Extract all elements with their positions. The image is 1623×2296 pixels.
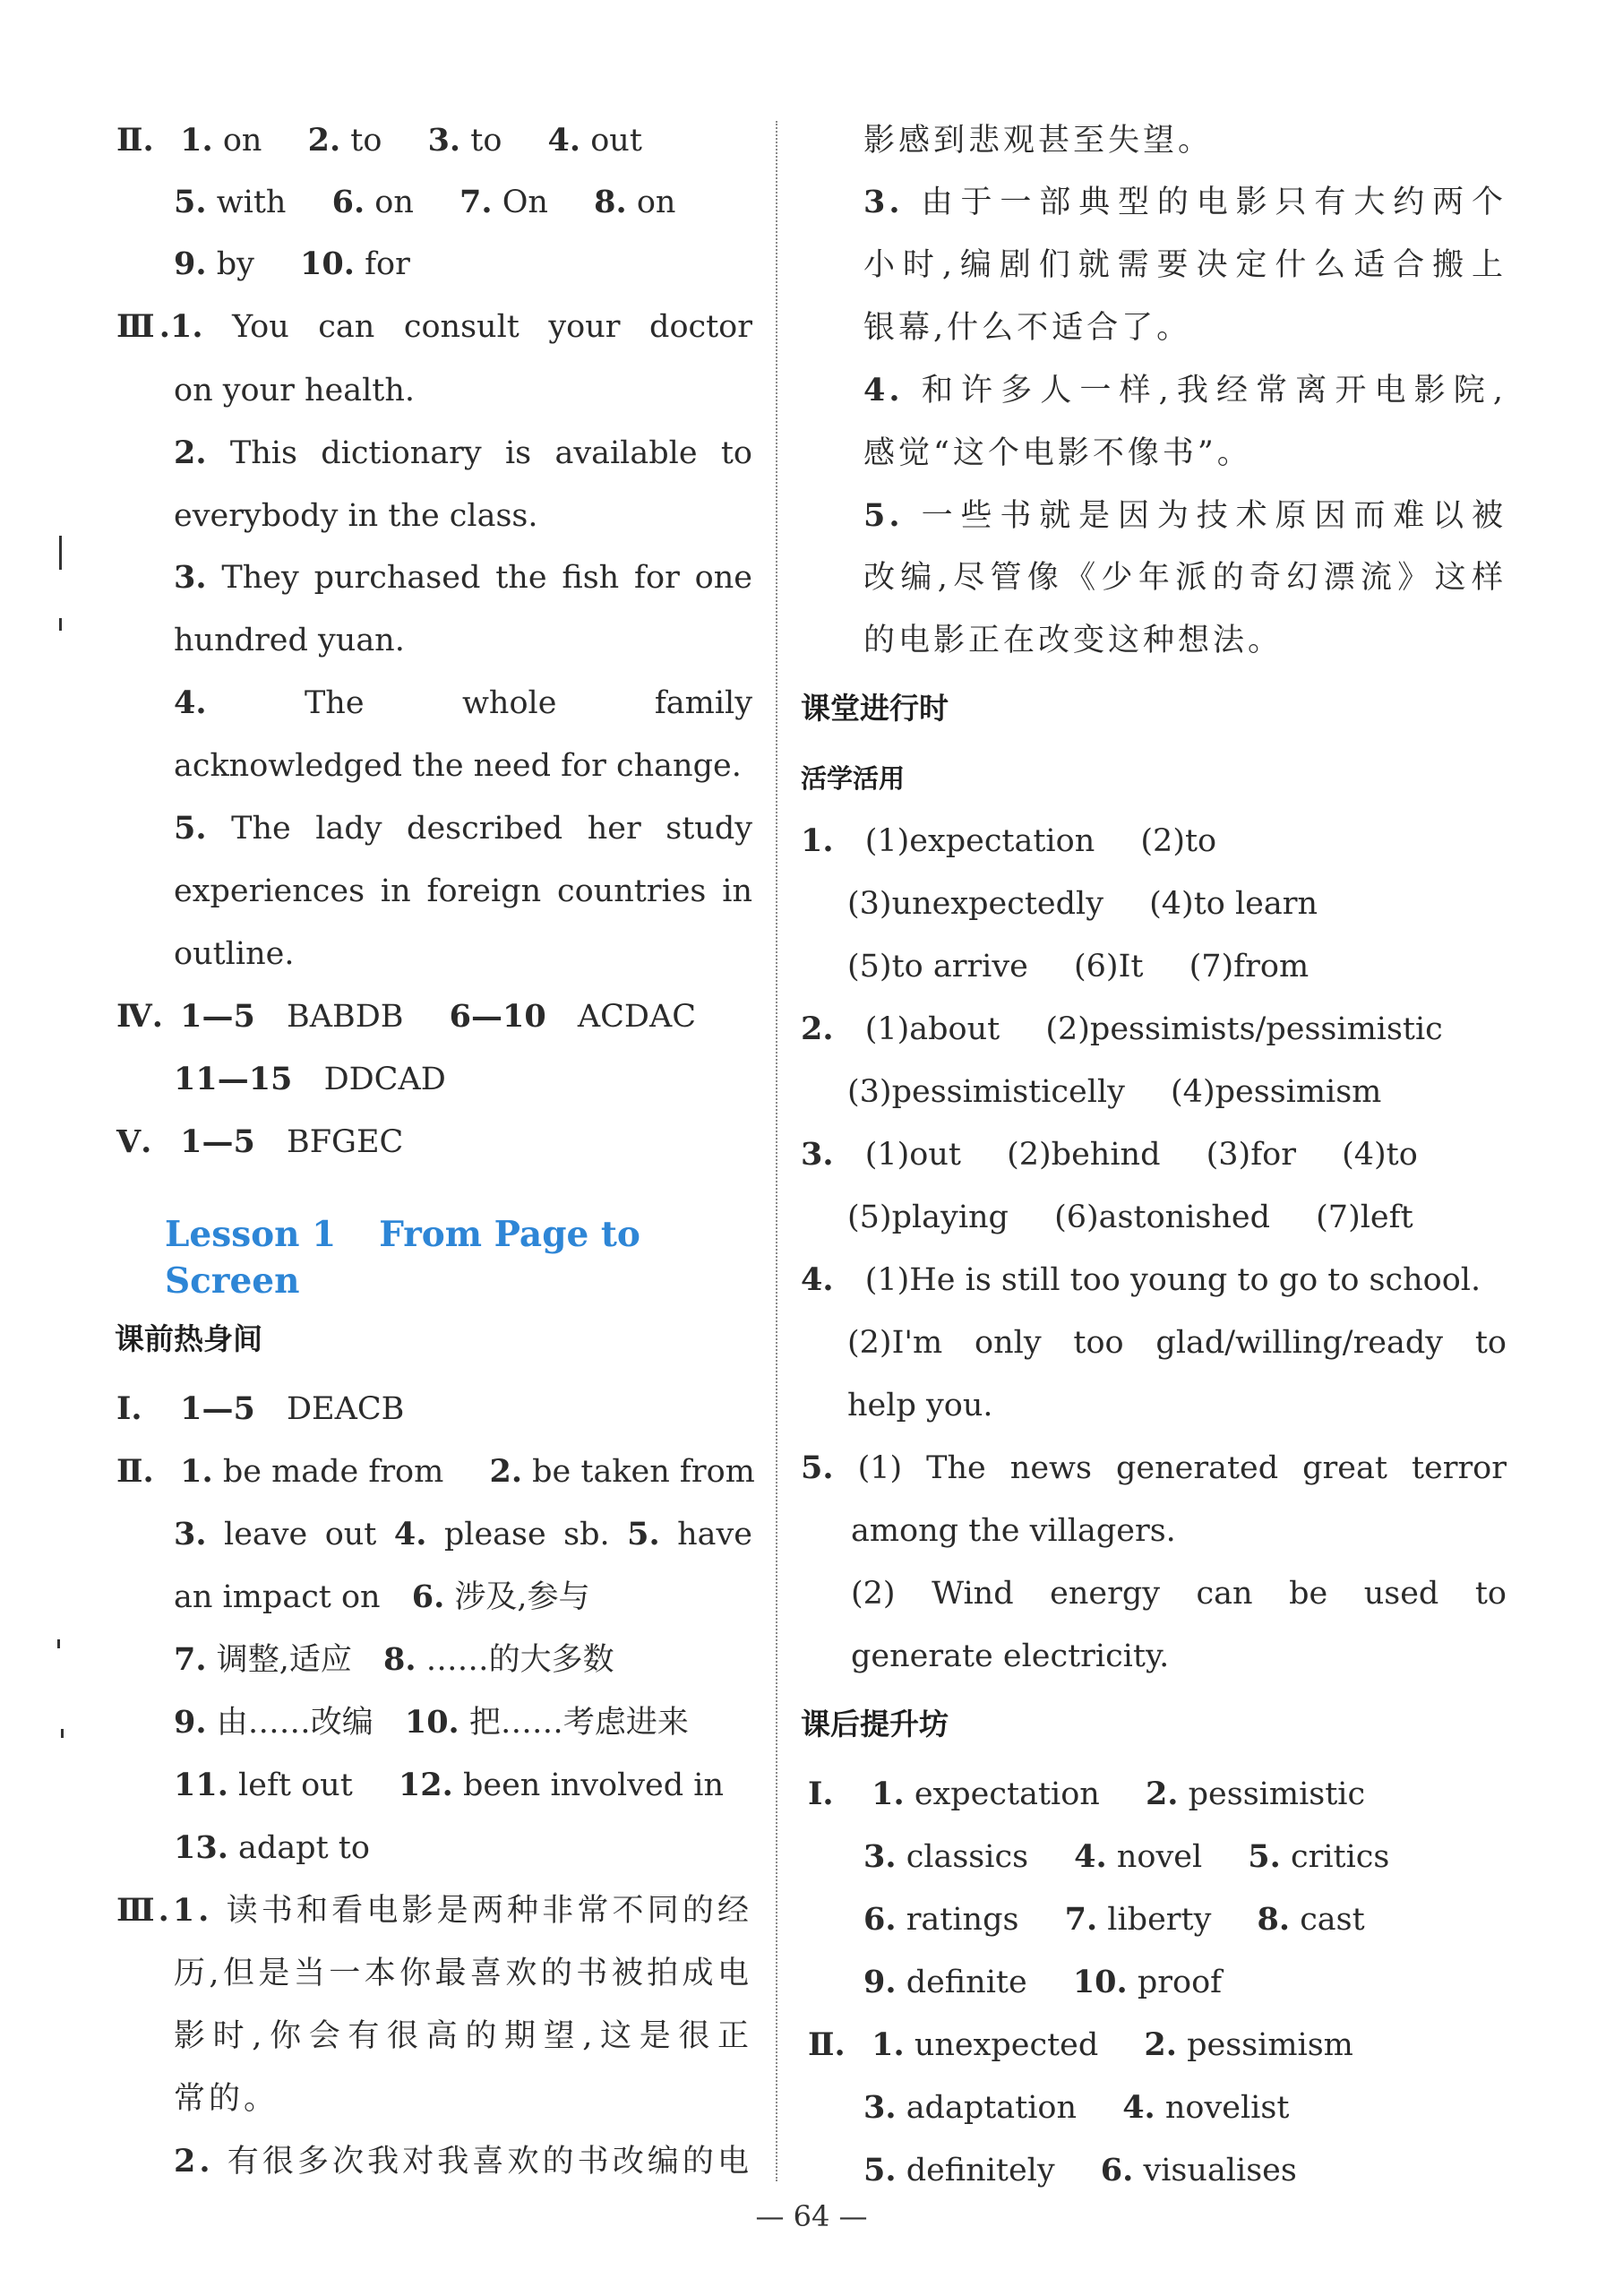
column-divider <box>776 121 777 2181</box>
section-title-class: 课堂进行时 <box>801 691 949 726</box>
item-number: 2. <box>174 2143 214 2180</box>
item-number: 1—5 <box>180 1123 255 1160</box>
answer-text: definite <box>906 1965 1027 2000</box>
answer-text: liberty <box>1107 1902 1212 1938</box>
item-number: 3. <box>427 122 461 159</box>
answer-text: (1)out <box>864 1137 961 1173</box>
answer-text: to <box>470 123 502 159</box>
answer-text: out <box>590 123 642 159</box>
answer-text: BABDB <box>287 999 404 1035</box>
item-number: 13. <box>174 1829 228 1866</box>
answer-text: ACDAC <box>577 999 697 1035</box>
answer-text: 调整,适应 <box>216 1642 352 1678</box>
item-number: 2. <box>801 1010 834 1047</box>
answer-row <box>808 1774 1365 1815</box>
item-number: 9. <box>174 1704 207 1741</box>
answer-text: pessimism <box>1187 2027 1353 2063</box>
answer-row <box>174 1577 590 1618</box>
answer-text: (1)He is still too young to go to school. <box>864 1262 1481 1298</box>
answer-line: 影感到悲观甚至失望。 <box>863 123 1214 159</box>
answer-text: You can consult your doctor <box>232 309 752 345</box>
answer-text: by <box>216 246 254 282</box>
answer-row <box>174 244 410 285</box>
item-number: 8. <box>1257 1901 1291 1938</box>
answer-text: unexpected <box>914 2027 1099 2063</box>
answer-line <box>863 495 1507 537</box>
roman-numeral: Ⅱ. <box>808 2026 846 2063</box>
item-number: 4. <box>393 1516 427 1552</box>
answer-text: (2)pessimists/pessimistic <box>1045 1011 1443 1047</box>
item-number: 1. <box>872 2026 905 2063</box>
roman-numeral: Ⅱ. <box>116 1453 154 1490</box>
item-number: 6—10 <box>449 998 546 1035</box>
item-number: 7. <box>459 184 493 220</box>
answer-line: 小时,编剧们就需要决定什么适合搬上 <box>863 247 1507 283</box>
answer-text: on <box>222 123 262 159</box>
item-number: 2. <box>174 434 207 471</box>
item-number: 5. <box>627 1516 660 1552</box>
answer-text: on <box>636 185 676 220</box>
roman-numeral: Ⅳ. <box>116 998 163 1035</box>
item-number: 3. <box>863 1838 897 1875</box>
item-number: 4. <box>801 1261 834 1298</box>
answer-text: visualises <box>1143 2153 1297 2189</box>
item-number: 1. <box>180 1453 213 1490</box>
answer-text: 和许多人一样,我经常离开电影院, <box>921 373 1507 408</box>
item-number: 5. <box>863 2152 897 2189</box>
answer-line <box>174 808 752 849</box>
answer-row <box>116 1389 404 1430</box>
answer-line: (2)I'm only too glad/willing/ready to <box>847 1325 1507 1361</box>
item-number: 10. <box>1072 1964 1128 2000</box>
answer-line <box>174 683 752 724</box>
roman-numeral: Ⅰ. <box>116 1390 142 1427</box>
item-number: 3. <box>863 2089 897 2126</box>
answer-text: DDCAD <box>323 1062 446 1097</box>
item-number: 2. <box>1145 1776 1179 1812</box>
answer-text: for <box>365 246 410 282</box>
answer-row <box>847 1071 1381 1113</box>
answer-row <box>174 1059 446 1100</box>
answer-text: (7)from <box>1189 949 1310 985</box>
item-number: 4. <box>547 122 581 159</box>
roman-numeral: Ⅰ. <box>808 1776 834 1812</box>
answer-text: (5)playing <box>847 1200 1009 1235</box>
answer-line: 银幕,什么不适合了。 <box>863 310 1192 346</box>
answer-text: expectation <box>914 1776 1100 1812</box>
item-number: 2. <box>489 1453 523 1490</box>
answer-text: (3)for <box>1206 1137 1296 1173</box>
answer-text: an impact on <box>174 1579 381 1615</box>
answer-line <box>863 182 1507 223</box>
answer-text: been involved in <box>462 1767 724 1803</box>
answer-line: hundred yuan. <box>174 623 405 658</box>
answer-text: left out <box>238 1767 353 1803</box>
answer-text: definitely <box>906 2153 1055 2189</box>
answer-line: 的电影正在改变这种想法。 <box>863 623 1284 658</box>
answer-text: leave out <box>224 1517 377 1552</box>
answer-row <box>863 1962 1222 2003</box>
item-number: 6. <box>331 184 365 220</box>
answer-row <box>174 1514 752 1555</box>
roman-numeral: Ⅴ. <box>116 1123 152 1160</box>
answer-row <box>174 1702 689 1743</box>
item-number: 1—5 <box>180 998 255 1035</box>
answer-text: cast <box>1300 1902 1365 1938</box>
item-number: 4. <box>1122 2089 1155 2126</box>
answer-text: on <box>374 185 414 220</box>
answer-row <box>116 1451 755 1492</box>
item-number: 5. <box>174 810 207 847</box>
item-number: 2. <box>307 122 341 159</box>
item-number: 4. <box>863 372 904 408</box>
item-number: 1. <box>172 1892 213 1929</box>
item-number: 9. <box>174 245 207 282</box>
answer-text: DEACB <box>287 1391 405 1427</box>
answer-text: adaptation <box>906 2090 1078 2126</box>
answer-text: be made from <box>222 1454 444 1490</box>
item-number: 1. <box>180 122 213 159</box>
item-number: 5. <box>801 1449 834 1486</box>
answer-row <box>174 182 675 223</box>
answer-text: 有很多次我对我喜欢的书改编的电 <box>227 2144 752 2180</box>
item-number: 8. <box>382 1641 416 1678</box>
answer-text: (1)expectation <box>864 823 1095 859</box>
item-number: 11. <box>174 1767 228 1803</box>
answer-text: with <box>216 185 287 220</box>
answer-text: (3)pessimisticelly <box>847 1074 1125 1110</box>
item-number: 7. <box>1064 1901 1098 1938</box>
answer-row <box>174 1639 614 1681</box>
item-number: 3. <box>174 1516 207 1552</box>
item-number: 5. <box>1248 1838 1281 1875</box>
answer-text: (1)about <box>864 1011 1000 1047</box>
answer-line: 历,但是当一本你最喜欢的书被拍成电 <box>174 1956 752 1991</box>
answer-row <box>801 1009 1443 1050</box>
roman-numeral: Ⅲ. <box>116 308 170 345</box>
answer-row <box>863 2087 1289 2128</box>
section-title-after-class: 课后提升坊 <box>801 1707 949 1741</box>
answer-text: novel <box>1116 1839 1203 1875</box>
answer-text: 把……考虑进来 <box>468 1705 689 1741</box>
answer-text: BFGEC <box>287 1124 404 1160</box>
answer-line: everybody in the class. <box>174 498 538 534</box>
answer-row <box>863 1899 1365 1940</box>
answer-text: ……的大多数 <box>425 1642 614 1678</box>
answer-text: 读书和看电影是两种非常不同的经 <box>226 1893 752 1929</box>
answer-text: classics <box>906 1839 1029 1875</box>
answer-text: (6)astonished <box>1054 1200 1271 1235</box>
lesson-title <box>165 1211 779 1304</box>
item-number: 5. <box>174 184 207 220</box>
answer-text: to <box>350 123 382 159</box>
item-number: 7. <box>174 1641 207 1678</box>
answer-row <box>863 2150 1297 2191</box>
answer-line <box>174 557 752 598</box>
answer-row <box>801 821 1216 862</box>
answer-row <box>801 1134 1418 1175</box>
answer-line <box>801 1448 1507 1489</box>
answer-row <box>116 1122 403 1163</box>
answer-line: 影时,你会有很高的期望,这是很正 <box>174 2018 752 2054</box>
answer-text: (4)pessimism <box>1171 1074 1382 1110</box>
answer-text: critics <box>1290 1839 1390 1875</box>
answer-row <box>116 996 696 1037</box>
lesson-name: From Page to Screen <box>165 1214 640 1302</box>
section-title-warmup: 课前热身间 <box>115 1321 262 1356</box>
answer-text: (2)to <box>1140 823 1217 859</box>
subsection-title: 活学活用 <box>801 763 906 794</box>
item-number: 3. <box>801 1136 834 1173</box>
item-number: 10. <box>300 245 355 282</box>
answer-line <box>174 2141 752 2182</box>
answer-text: On <box>502 185 548 220</box>
answer-line: 常的。 <box>174 2081 279 2117</box>
item-number: 1. <box>872 1776 905 1812</box>
answer-line <box>116 306 752 348</box>
answer-text: The whole family <box>304 685 752 721</box>
answer-text: This dictionary is available to <box>229 435 752 471</box>
item-number: 3. <box>863 184 904 220</box>
item-number: 10. <box>404 1704 459 1741</box>
answer-line: generate electricity. <box>851 1638 1170 1674</box>
answer-line: among the villagers. <box>851 1513 1176 1549</box>
answer-text: The lady described her study <box>231 811 752 847</box>
answer-text: (7)left <box>1316 1200 1413 1235</box>
item-number: 1. <box>801 822 834 859</box>
answer-text: pessimistic <box>1188 1776 1366 1812</box>
item-number: 9. <box>863 1964 897 2000</box>
answer-line: on your health. <box>174 373 416 408</box>
item-number: 2. <box>1144 2026 1177 2063</box>
answer-text: have <box>677 1517 752 1552</box>
page-number: — 64 — <box>755 2199 868 2233</box>
scan-mark <box>61 1729 64 1738</box>
answer-line: (2) Wind energy can be used to <box>851 1576 1507 1612</box>
answer-line <box>174 433 752 474</box>
scan-mark <box>59 618 62 631</box>
answer-text: adapt to <box>238 1830 370 1866</box>
answer-row <box>847 883 1318 924</box>
item-number: 12. <box>398 1767 453 1803</box>
answer-text: 一些书就是因为技术原因而难以被 <box>921 498 1507 534</box>
answer-line: 改编,尽管像《少年派的奇幻漂流》这样 <box>863 560 1507 596</box>
answer-text: (3)unexpectedly <box>847 886 1103 922</box>
answer-text: 由……改编 <box>216 1705 374 1741</box>
item-number: 11—15 <box>174 1061 293 1097</box>
answer-text: ratings <box>906 1902 1019 1938</box>
scan-mark <box>59 536 62 570</box>
answer-line: outline. <box>174 936 295 972</box>
item-number: 1—5 <box>180 1390 255 1427</box>
answer-line: 感觉“这个电影不像书”。 <box>863 435 1252 471</box>
answer-row <box>847 946 1309 987</box>
item-number: 3. <box>174 559 207 596</box>
roman-numeral: Ⅱ. <box>116 122 154 159</box>
item-number: 8. <box>594 184 627 220</box>
answer-row <box>863 1836 1389 1878</box>
answer-text: be taken from <box>532 1454 755 1490</box>
roman-numeral: Ⅲ. <box>116 1892 173 1929</box>
answer-line <box>116 1890 752 1931</box>
answer-text: (5)to arrive <box>847 949 1028 985</box>
answer-text: 由于一部典型的电影只有大约两个 <box>921 185 1507 220</box>
answer-text: 涉及,参与 <box>454 1579 590 1615</box>
answer-line: experiences in foreign countries in <box>174 873 752 909</box>
answer-row <box>808 2025 1353 2066</box>
answer-text: (4)to <box>1342 1137 1418 1173</box>
answer-text: (2)behind <box>1007 1137 1161 1173</box>
answer-text: (4)to learn <box>1149 886 1318 922</box>
answer-line: acknowledged the need for change. <box>174 748 742 784</box>
item-number: 1. <box>170 308 203 345</box>
answer-row <box>174 1827 370 1869</box>
item-number: 4. <box>174 684 207 721</box>
answer-row <box>801 1260 1481 1301</box>
scan-mark <box>57 1639 60 1648</box>
answer-row <box>116 120 642 161</box>
answer-text: proof <box>1137 1965 1223 2000</box>
item-number: 6. <box>1100 2152 1134 2189</box>
item-number: 4. <box>1074 1838 1107 1875</box>
item-number: 6. <box>411 1578 445 1615</box>
lesson-number: Lesson 1 <box>165 1214 337 1255</box>
answer-text: (1) The news generated great terror <box>857 1450 1507 1486</box>
answer-row <box>847 1197 1413 1238</box>
answer-text: novelist <box>1164 2090 1290 2126</box>
answer-text: They purchased the fish for one <box>221 560 752 596</box>
item-number: 5. <box>863 497 904 534</box>
answer-text: please sb. <box>443 1517 610 1552</box>
answer-row <box>174 1765 724 1806</box>
answer-line <box>863 370 1507 411</box>
answer-text: (6)It <box>1074 949 1144 985</box>
answer-line: help you. <box>847 1388 993 1423</box>
item-number: 6. <box>863 1901 897 1938</box>
